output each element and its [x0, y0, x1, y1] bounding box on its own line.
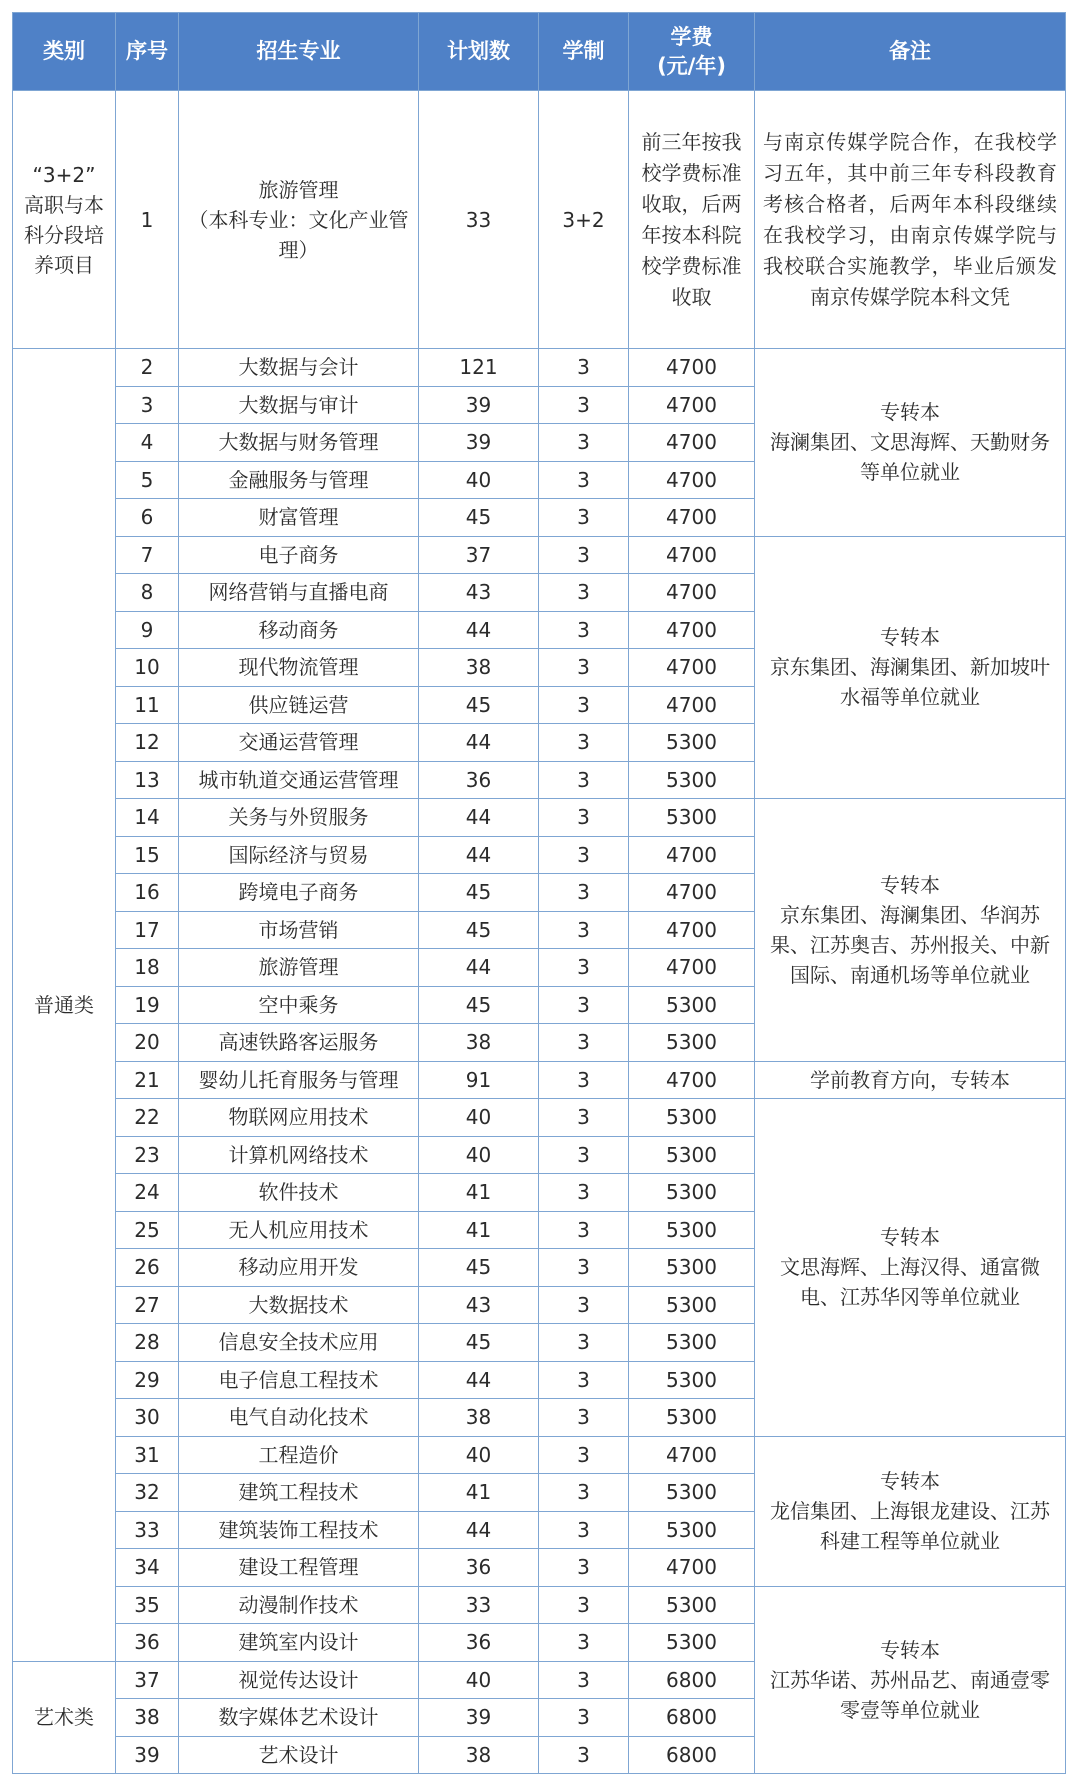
cell-major: 旅游管理 （本科专业：文化产业管理）	[179, 91, 419, 349]
cell-duration: 3	[539, 1249, 629, 1287]
cell-major: 建筑工程技术	[179, 1474, 419, 1512]
category-art: 艺术类	[13, 1661, 116, 1774]
enrollment-table-wrapper	[12, 12, 1065, 1774]
cell-major: 计算机网络技术	[179, 1136, 419, 1174]
cell-number: 15	[116, 836, 179, 874]
cell-plan: 33	[419, 91, 539, 349]
cell-number: 12	[116, 724, 179, 762]
cell-number: 32	[116, 1474, 179, 1512]
cell-plan: 45	[419, 874, 539, 912]
cell-major: 交通运营管理	[179, 724, 419, 762]
cell-fee: 4700	[629, 424, 755, 462]
cell-fee: 6800	[629, 1661, 755, 1699]
cell-duration: 3	[539, 1586, 629, 1624]
cell-plan: 40	[419, 1661, 539, 1699]
cell-major: 金融服务与管理	[179, 461, 419, 499]
cell-duration: 3	[539, 1024, 629, 1062]
cell-duration: 3	[539, 649, 629, 687]
cell-duration: 3	[539, 799, 629, 837]
cell-duration: 3	[539, 611, 629, 649]
cell-remarks: 专转本 京东集团、海澜集团、华润苏果、江苏奥吉、苏州报关、中新国际、南通机场等单位就业	[755, 799, 1066, 1062]
cell-fee: 6800	[629, 1736, 755, 1774]
cell-duration: 3	[539, 424, 629, 462]
cell-fee: 4700	[629, 911, 755, 949]
header-tuition: 学费 (元/年)	[629, 13, 755, 91]
cell-duration: 3	[539, 461, 629, 499]
cell-duration: 3	[539, 874, 629, 912]
cell-plan: 44	[419, 724, 539, 762]
cell-remarks: 专转本 文思海辉、上海汉得、通富微电、江苏华冈等单位就业	[755, 1099, 1066, 1437]
table-body	[13, 91, 1066, 1774]
cell-plan: 39	[419, 424, 539, 462]
cell-number: 38	[116, 1699, 179, 1737]
cell-major: 数字媒体艺术设计	[179, 1699, 419, 1737]
cell-plan: 45	[419, 1249, 539, 1287]
cell-duration: 3	[539, 1699, 629, 1737]
cell-duration: 3	[539, 1661, 629, 1699]
cell-major: 大数据与财务管理	[179, 424, 419, 462]
cell-number: 4	[116, 424, 179, 462]
header-category: 类别	[13, 13, 116, 91]
cell-fee: 4700	[629, 686, 755, 724]
cell-fee: 5300	[629, 1249, 755, 1287]
cell-duration: 3	[539, 986, 629, 1024]
cell-plan: 44	[419, 611, 539, 649]
cell-number: 36	[116, 1624, 179, 1662]
cell-number: 31	[116, 1436, 179, 1474]
table-row	[13, 1099, 1066, 1137]
cell-number: 3	[116, 386, 179, 424]
cell-number: 24	[116, 1174, 179, 1212]
cell-major: 城市轨道交通运营管理	[179, 761, 419, 799]
cell-plan: 40	[419, 1099, 539, 1137]
cell-major: 网络营销与直播电商	[179, 574, 419, 612]
cell-duration: 3	[539, 1436, 629, 1474]
cell-major: 移动商务	[179, 611, 419, 649]
cell-fee: 4700	[629, 1436, 755, 1474]
cell-fee: 5300	[629, 1136, 755, 1174]
cell-plan: 38	[419, 1399, 539, 1437]
cell-plan: 121	[419, 349, 539, 387]
cell-plan: 45	[419, 686, 539, 724]
cell-major: 空中乘务	[179, 986, 419, 1024]
cell-number: 21	[116, 1061, 179, 1099]
cell-fee: 4700	[629, 949, 755, 987]
cell-major: 婴幼儿托育服务与管理	[179, 1061, 419, 1099]
table-row	[13, 799, 1066, 837]
cell-plan: 91	[419, 1061, 539, 1099]
cell-number: 2	[116, 349, 179, 387]
cell-major: 大数据与会计	[179, 349, 419, 387]
cell-remarks: 学前教育方向，专转本	[755, 1061, 1066, 1099]
cell-fee: 5300	[629, 1624, 755, 1662]
cell-plan: 36	[419, 1624, 539, 1662]
cell-major: 供应链运营	[179, 686, 419, 724]
cell-major: 电气自动化技术	[179, 1399, 419, 1437]
cell-number: 11	[116, 686, 179, 724]
cell-duration: 3	[539, 499, 629, 537]
cell-number: 13	[116, 761, 179, 799]
cell-fee: 4700	[629, 574, 755, 612]
cell-number: 25	[116, 1211, 179, 1249]
cell-major: 信息安全技术应用	[179, 1324, 419, 1362]
cell-number: 17	[116, 911, 179, 949]
cell-number: 23	[116, 1136, 179, 1174]
cell-plan: 43	[419, 1286, 539, 1324]
cell-major: 视觉传达设计	[179, 1661, 419, 1699]
cell-number: 8	[116, 574, 179, 612]
cell-duration: 3	[539, 911, 629, 949]
cell-duration: 3	[539, 949, 629, 987]
cell-fee: 4700	[629, 349, 755, 387]
header-remarks: 备注	[755, 13, 1066, 91]
header-duration: 学制	[539, 13, 629, 91]
cell-fee: 5300	[629, 799, 755, 837]
enrollment-plan-table	[12, 12, 1066, 1774]
cell-fee: 4700	[629, 836, 755, 874]
cell-duration: 3	[539, 536, 629, 574]
cell-plan: 33	[419, 1586, 539, 1624]
cell-number: 10	[116, 649, 179, 687]
cell-plan: 40	[419, 1136, 539, 1174]
cell-plan: 40	[419, 1436, 539, 1474]
cell-plan: 39	[419, 1699, 539, 1737]
cell-fee: 5300	[629, 1286, 755, 1324]
cell-major: 大数据技术	[179, 1286, 419, 1324]
cell-plan: 45	[419, 986, 539, 1024]
cell-duration: 3	[539, 1174, 629, 1212]
cell-duration: 3	[539, 1736, 629, 1774]
cell-fee: 5300	[629, 986, 755, 1024]
cell-major: 市场营销	[179, 911, 419, 949]
header-plan-count: 计划数	[419, 13, 539, 91]
cell-plan: 40	[419, 461, 539, 499]
cell-major: 国际经济与贸易	[179, 836, 419, 874]
cell-major: 物联网应用技术	[179, 1099, 419, 1137]
cell-duration: 3	[539, 1211, 629, 1249]
cell-major: 艺术设计	[179, 1736, 419, 1774]
cell-duration: 3	[539, 574, 629, 612]
cell-duration: 3	[539, 1474, 629, 1512]
cell-fee: 5300	[629, 1586, 755, 1624]
cell-major: 移动应用开发	[179, 1249, 419, 1287]
cell-fee: 4700	[629, 1061, 755, 1099]
cell-number: 6	[116, 499, 179, 537]
cell-major: 无人机应用技术	[179, 1211, 419, 1249]
cell-duration: 3	[539, 1549, 629, 1587]
cell-plan: 44	[419, 1361, 539, 1399]
cell-remarks: 专转本 海澜集团、文思海辉、天勤财务等单位就业	[755, 349, 1066, 537]
cell-major: 电子商务	[179, 536, 419, 574]
cell-duration: 3	[539, 1136, 629, 1174]
table-row	[13, 1061, 1066, 1099]
category-general: 普通类	[13, 349, 116, 1662]
cell-major: 关务与外贸服务	[179, 799, 419, 837]
cell-plan: 44	[419, 836, 539, 874]
cell-plan: 43	[419, 574, 539, 612]
cell-number: 9	[116, 611, 179, 649]
table-row	[13, 349, 1066, 387]
cell-plan: 36	[419, 1549, 539, 1587]
cell-duration: 3	[539, 686, 629, 724]
cell-plan: 45	[419, 911, 539, 949]
cell-duration: 3	[539, 724, 629, 762]
cell-fee: 5300	[629, 1399, 755, 1437]
cell-number: 1	[116, 91, 179, 349]
cell-major: 建筑室内设计	[179, 1624, 419, 1662]
cell-number: 34	[116, 1549, 179, 1587]
cell-fee: 5300	[629, 1211, 755, 1249]
cell-remarks: 专转本 京东集团、海澜集团、新加坡叶水福等单位就业	[755, 536, 1066, 799]
cell-major: 旅游管理	[179, 949, 419, 987]
cell-plan: 39	[419, 386, 539, 424]
cell-fee: 5300	[629, 1024, 755, 1062]
cell-duration: 3	[539, 386, 629, 424]
cell-number: 14	[116, 799, 179, 837]
cell-number: 5	[116, 461, 179, 499]
cell-major: 软件技术	[179, 1174, 419, 1212]
cell-plan: 44	[419, 1511, 539, 1549]
cell-number: 30	[116, 1399, 179, 1437]
cell-plan: 44	[419, 799, 539, 837]
table-row	[13, 1586, 1066, 1624]
cell-duration: 3	[539, 1511, 629, 1549]
cell-number: 27	[116, 1286, 179, 1324]
cell-plan: 38	[419, 649, 539, 687]
cell-plan: 38	[419, 1736, 539, 1774]
cell-remarks: 专转本 江苏华诺、苏州品艺、南通壹零零壹等单位就业	[755, 1586, 1066, 1774]
cell-number: 35	[116, 1586, 179, 1624]
cell-major: 建设工程管理	[179, 1549, 419, 1587]
cell-major: 建筑装饰工程技术	[179, 1511, 419, 1549]
cell-duration: 3	[539, 761, 629, 799]
cell-plan: 44	[419, 949, 539, 987]
cell-number: 29	[116, 1361, 179, 1399]
cell-number: 33	[116, 1511, 179, 1549]
cell-duration: 3	[539, 1324, 629, 1362]
cell-major: 现代物流管理	[179, 649, 419, 687]
cell-number: 18	[116, 949, 179, 987]
cell-number: 19	[116, 986, 179, 1024]
cell-fee: 4700	[629, 1549, 755, 1587]
cell-number: 39	[116, 1736, 179, 1774]
cell-duration: 3	[539, 1399, 629, 1437]
cell-number: 20	[116, 1024, 179, 1062]
cell-fee: 6800	[629, 1699, 755, 1737]
cell-fee: 4700	[629, 386, 755, 424]
cell-plan: 36	[419, 761, 539, 799]
cell-duration: 3	[539, 836, 629, 874]
cell-major: 财富管理	[179, 499, 419, 537]
cell-fee: 5300	[629, 1324, 755, 1362]
cell-fee: 5300	[629, 761, 755, 799]
table-header-row	[13, 13, 1066, 91]
cell-fee: 5300	[629, 1174, 755, 1212]
table-row	[13, 91, 1066, 349]
cell-major: 工程造价	[179, 1436, 419, 1474]
cell-fee: 4700	[629, 499, 755, 537]
cell-remarks: 专转本 龙信集团、上海银龙建设、江苏科建工程等单位就业	[755, 1436, 1066, 1586]
table-row	[13, 1436, 1066, 1474]
cell-remarks: 与南京传媒学院合作，在我校学习五年，其中前三年专科段教育考核合格者，后两年本科段继续在我校学习，由南京传媒学院与我校联合实施教学，毕业后颁发南京传媒学院本科文凭	[755, 91, 1066, 349]
table-row	[13, 536, 1066, 574]
cell-fee: 5300	[629, 1099, 755, 1137]
cell-fee: 4700	[629, 874, 755, 912]
category-3plus2: “3+2” 高职与本科分段培养项目	[13, 91, 116, 349]
cell-major: 跨境电子商务	[179, 874, 419, 912]
cell-fee: 4700	[629, 649, 755, 687]
cell-number: 26	[116, 1249, 179, 1287]
header-major: 招生专业	[179, 13, 419, 91]
cell-fee: 5300	[629, 724, 755, 762]
cell-plan: 37	[419, 536, 539, 574]
cell-number: 28	[116, 1324, 179, 1362]
cell-major: 动漫制作技术	[179, 1586, 419, 1624]
cell-duration: 3	[539, 1361, 629, 1399]
header-number: 序号	[116, 13, 179, 91]
cell-number: 22	[116, 1099, 179, 1137]
cell-major: 高速铁路客运服务	[179, 1024, 419, 1062]
cell-number: 7	[116, 536, 179, 574]
cell-fee: 5300	[629, 1361, 755, 1399]
cell-fee: 5300	[629, 1511, 755, 1549]
cell-plan: 45	[419, 1324, 539, 1362]
cell-duration: 3	[539, 1286, 629, 1324]
cell-duration: 3	[539, 1061, 629, 1099]
cell-fee: 前三年按我校学费标准收取，后两年按本科院校学费标准收取	[629, 91, 755, 349]
cell-number: 16	[116, 874, 179, 912]
cell-plan: 41	[419, 1174, 539, 1212]
cell-major: 大数据与审计	[179, 386, 419, 424]
cell-fee: 4700	[629, 611, 755, 649]
cell-plan: 41	[419, 1211, 539, 1249]
cell-number: 37	[116, 1661, 179, 1699]
cell-major: 电子信息工程技术	[179, 1361, 419, 1399]
cell-plan: 45	[419, 499, 539, 537]
cell-duration: 3+2	[539, 91, 629, 349]
cell-duration: 3	[539, 349, 629, 387]
cell-plan: 38	[419, 1024, 539, 1062]
cell-plan: 41	[419, 1474, 539, 1512]
cell-fee: 5300	[629, 1474, 755, 1512]
cell-fee: 4700	[629, 536, 755, 574]
cell-duration: 3	[539, 1099, 629, 1137]
cell-fee: 4700	[629, 461, 755, 499]
cell-duration: 3	[539, 1624, 629, 1662]
